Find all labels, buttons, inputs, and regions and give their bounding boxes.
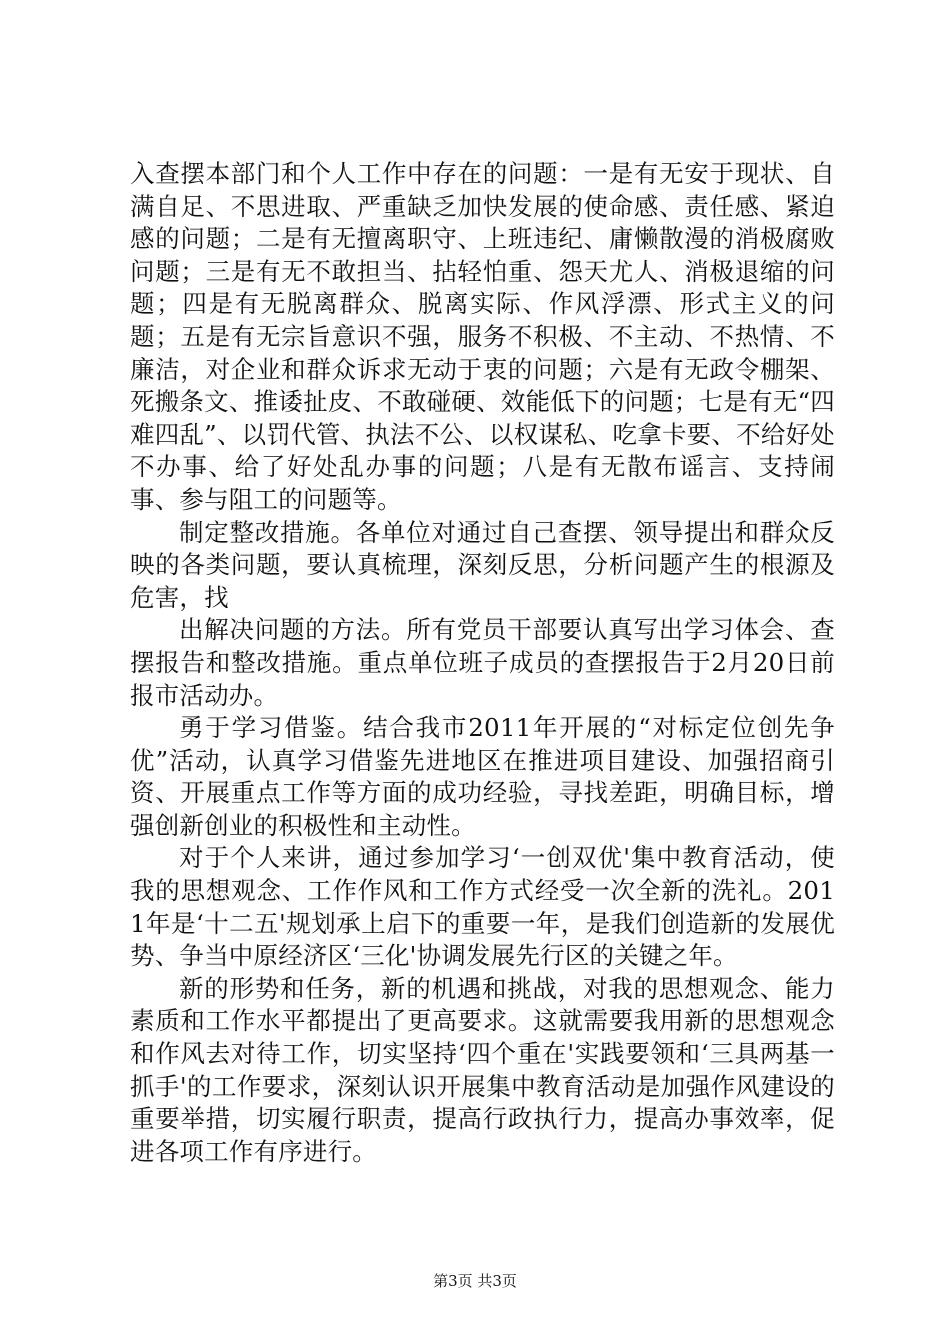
paragraph-personal-reflection: 对于个人来讲，通过参加学习‘一创双优'集中教育活动，使我的思想观念、工作作风和工作方式经受一次全新的洗礼。2011年是‘十二五'规划承上启下的重要一年，是我们创造新的发展优势、争当中原经济区‘三化'协调发展先行区的关键之年。 <box>130 843 835 971</box>
paragraph-rectification-measures: 制定整改措施。各单位对通过自己查摆、领导提出和群众反映的各类问题，要认真梳理，深刻反思，分析问题产生的根源及危害，找 <box>130 517 835 612</box>
paragraph-learn-from-others: 勇于学习借鉴。结合我市2011年开展的“对标定位创先争优”活动，认真学习借鉴先进地区在推进项目建设、加强招商引资、开展重点工作等方面的成功经验，寻找差距，明确目标，增强创新创业的积极性和主动性。 <box>130 713 835 840</box>
document-body <box>130 158 835 1168</box>
page-number-footer: 第3页 共3页 <box>433 1272 517 1290</box>
paragraph-solution-methods: 出解决问题的方法。所有党员干部要认真写出学习体会、查摆报告和整改措施。重点单位班子成员的查摆报告于2月20日前报市活动办。 <box>130 615 835 710</box>
paragraph-problem-list: 入查摆本部门和个人工作中存在的问题：一是有无安于现状、自满自足、不思进取、严重缺乏加快发展的使命感、责任感、紧迫感的问题；二是有无擅离职守、上班违纪、庸懒散漫的消极腐败问题；三是有无不敢担当、拈轻怕重、怨天尤人、消极退缩的问题；四是有无脱离群众、脱离实际、作风浮漂、形式主义的问题；五是有无宗旨意识不强，服务不积极、不主动、不热情、不廉洁，对企业和群众诉求无动于衷的问题；六是有无政令棚架、死搬条文、推诿扯皮、不敢碰硬、效能低下的问题；七是有无“四难四乱”、以罚代管、执法不公、以权谋私、吃拿卡要、不给好处不办事、给了好处乱办事的问题；八是有无散布谣言、支持闹事、参与阻工的问题等。 <box>130 159 835 514</box>
paragraph-new-requirements: 新的形势和任务，新的机遇和挑战，对我的思想观念、能力素质和工作水平都提出了更高要求。这就需要我用新的思想观念和作风去对待工作，切实坚持‘四个重在'实践要领和‘三具两基一抓手'的工作要求，深刻认识开展集中教育活动是加强作风建设的重要举措，切实履行职责，提高行政执行力，提高办事效率，促进各项工作有序进行。 <box>130 973 835 1166</box>
